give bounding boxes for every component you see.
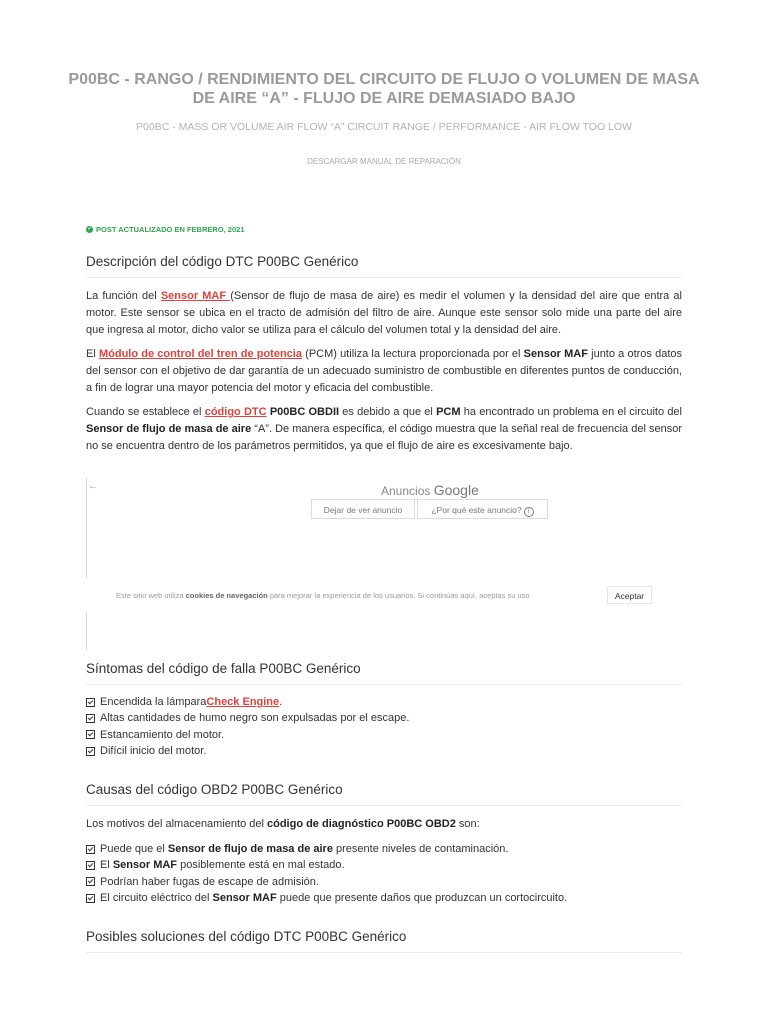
list-item <box>86 890 682 906</box>
checkbox-bullet-icon <box>86 698 95 707</box>
stop-seeing-ad-button[interactable]: Dejar de ver anuncio <box>311 499 415 519</box>
cause-4-pre: El circuito eléctrico del <box>100 891 213 904</box>
checkbox-bullet-icon <box>86 877 95 886</box>
checkbox-bullet-icon <box>86 861 95 870</box>
checkbox-bullet-icon <box>86 747 95 756</box>
symptom-1-post: . <box>279 696 283 708</box>
causes-list-wrap <box>86 841 682 906</box>
google-logo: Google <box>433 482 479 498</box>
checkbox-bullet-icon <box>86 714 95 723</box>
cause-3: Podrían haber fugas de escape de admisión. <box>100 875 319 888</box>
p3-text-mid-2: ha encontrado un problema en el circuito del <box>460 406 682 418</box>
post-updated-text: POST ACTUALIZADO EN FEBRERO, 2021 <box>96 225 245 234</box>
symptoms-section <box>86 661 682 685</box>
list-item <box>86 874 682 890</box>
cookie-notice <box>116 591 530 600</box>
ad-divider-bottom <box>86 612 87 650</box>
p3-bold-3: Sensor de flujo de masa de aire <box>86 423 252 435</box>
page-subtitle: P00BC - MASS OR VOLUME AIR FLOW “A” CIRCUIT RANGE / PERFORMANCE - AIR FLOW TOO LOW <box>136 121 632 133</box>
list-item <box>86 694 682 710</box>
p3-text-pre: Cuando se establece el <box>86 406 205 418</box>
p2-bold: Sensor MAF <box>523 348 588 360</box>
p2-text-post: junto a otros datos del sensor con el objetivo de dar garantía de un adecuado suministro de combustible en diferentes puntos de conducción, a fin de lograr una mayor potencia del motor y eficacia del combustible. <box>86 348 682 394</box>
causes-intro-bold: código de diagnóstico P00BC OBD2 <box>266 818 456 830</box>
causes-intro-pre: Los motivos del almacenamiento del <box>86 818 267 830</box>
checkbox-bullet-icon <box>86 894 95 903</box>
cause-1-bold: Sensor de flujo de masa de aire <box>167 843 333 855</box>
description-heading: Descripción del código DTC P00BC Genérico <box>86 254 682 278</box>
cause-4-post: puede que presente daños que produzcan un cortocircuito. <box>276 891 568 904</box>
check-circle-icon: ✓ <box>87 226 92 232</box>
causes-heading: Causas del código OBD2 P00BC Genérico <box>86 782 682 806</box>
description-paragraph-2 <box>86 346 682 397</box>
symptoms-list <box>86 694 682 759</box>
cookie-text-post: para mejorar la experiencia de los usuarios. Si continúas aquí, aceptas su uso <box>267 591 530 600</box>
check-engine-link[interactable]: Check Engine <box>206 696 280 708</box>
cause-2-pre: El <box>100 859 113 872</box>
ads-by-google-label <box>381 482 479 498</box>
cookie-text-pre: Este sitio web utiliza <box>116 591 186 600</box>
causes-intro-post: son: <box>455 818 480 830</box>
cause-1-pre: Puede que el <box>100 843 168 855</box>
p3-text-mid-1: es debido a que el <box>339 406 437 418</box>
list-item <box>86 857 682 873</box>
description-section <box>86 254 682 278</box>
causes-list <box>86 841 682 906</box>
accept-cookies-button[interactable]: Aceptar <box>607 586 652 604</box>
symptoms-list-wrap <box>86 694 682 759</box>
ad-back-arrow-icon[interactable]: ← <box>88 481 98 492</box>
solutions-heading: Posibles soluciones del código DTC P00BC Genérico <box>86 929 682 953</box>
sensor-maf-link[interactable]: Sensor MAF <box>160 290 231 302</box>
post-updated-badge <box>86 225 245 234</box>
ads-label-text: Anuncios <box>381 484 431 498</box>
cause-2-post: posiblemente está en mal estado. <box>177 859 345 872</box>
cause-2-bold: Sensor MAF <box>112 859 178 872</box>
symptom-1-pre: Encendida la lámpara <box>100 696 207 708</box>
dtc-code-link[interactable]: código DTC <box>204 406 267 418</box>
solutions-section <box>86 929 682 953</box>
cause-4-bold: Sensor MAF <box>212 891 277 904</box>
p1-text-post: (Sensor de flujo de masa de aire) es medir el volumen y la densidad del aire que entra al motor. Este sensor se ubica en el tracto de admisión del filtro de aire. Aunque este sensor solo mide una parte del aire que ingresa al motor, dicho valor se utiliza para el cálculo del volumen total y la densidad del aire. <box>86 290 682 336</box>
causes-intro <box>86 816 682 833</box>
list-item <box>86 710 682 726</box>
symptoms-heading: Síntomas del código de falla P00BC Genérico <box>86 661 682 685</box>
p2-text-mid: (PCM) utiliza la lectura proporcionada por el <box>301 348 524 360</box>
checkbox-bullet-icon <box>86 730 95 739</box>
list-item <box>86 743 682 759</box>
symptom-3: Estancamiento del motor. <box>100 728 225 741</box>
why-this-ad-button[interactable] <box>417 499 548 519</box>
p2-text-pre: El <box>86 348 99 360</box>
page-title: P00BC - RANGO / RENDIMIENTO DEL CIRCUITO DE FLUJO O VOLUMEN DE MASA DE AIRE “A” - FLUJO DE AIRE DEMASIADO BAJO <box>68 71 700 107</box>
p3-bold-2: PCM <box>436 406 461 418</box>
cause-1-post: presente niveles de contaminación. <box>332 843 509 855</box>
info-icon: i <box>524 507 534 517</box>
cookie-text-bold: cookies de navegación <box>185 591 268 600</box>
causes-section <box>86 782 682 806</box>
list-item <box>86 841 682 857</box>
symptom-2: Altas cantidades de humo negro son expulsadas por el escape. <box>100 712 410 725</box>
ad-divider-top <box>86 478 87 578</box>
download-manual-link[interactable]: DESCARGAR MANUAL DE REPARACIÓN <box>307 157 461 166</box>
why-this-ad-label: ¿Por qué este anuncio? <box>431 505 522 515</box>
list-item <box>86 727 682 743</box>
p3-bold-1: P00BC OBDII <box>266 406 340 418</box>
p3-text-post: “A”. De manera específica, el código muestra que la señal real de frecuencia del sensor no se encuentra dentro de los parámetros permitidos, ya que el flujo de aire es excesivamente bajo. <box>86 423 682 452</box>
checkbox-bullet-icon <box>86 845 95 854</box>
description-paragraph-3 <box>86 404 682 455</box>
description-paragraph-1 <box>86 288 682 339</box>
symptom-4: Difícil inicio del motor. <box>100 744 207 757</box>
pcm-link[interactable]: Módulo de control del tren de potencia <box>98 348 302 360</box>
causes-intro-wrap <box>86 816 682 833</box>
p1-text-pre: La función del <box>86 290 161 302</box>
